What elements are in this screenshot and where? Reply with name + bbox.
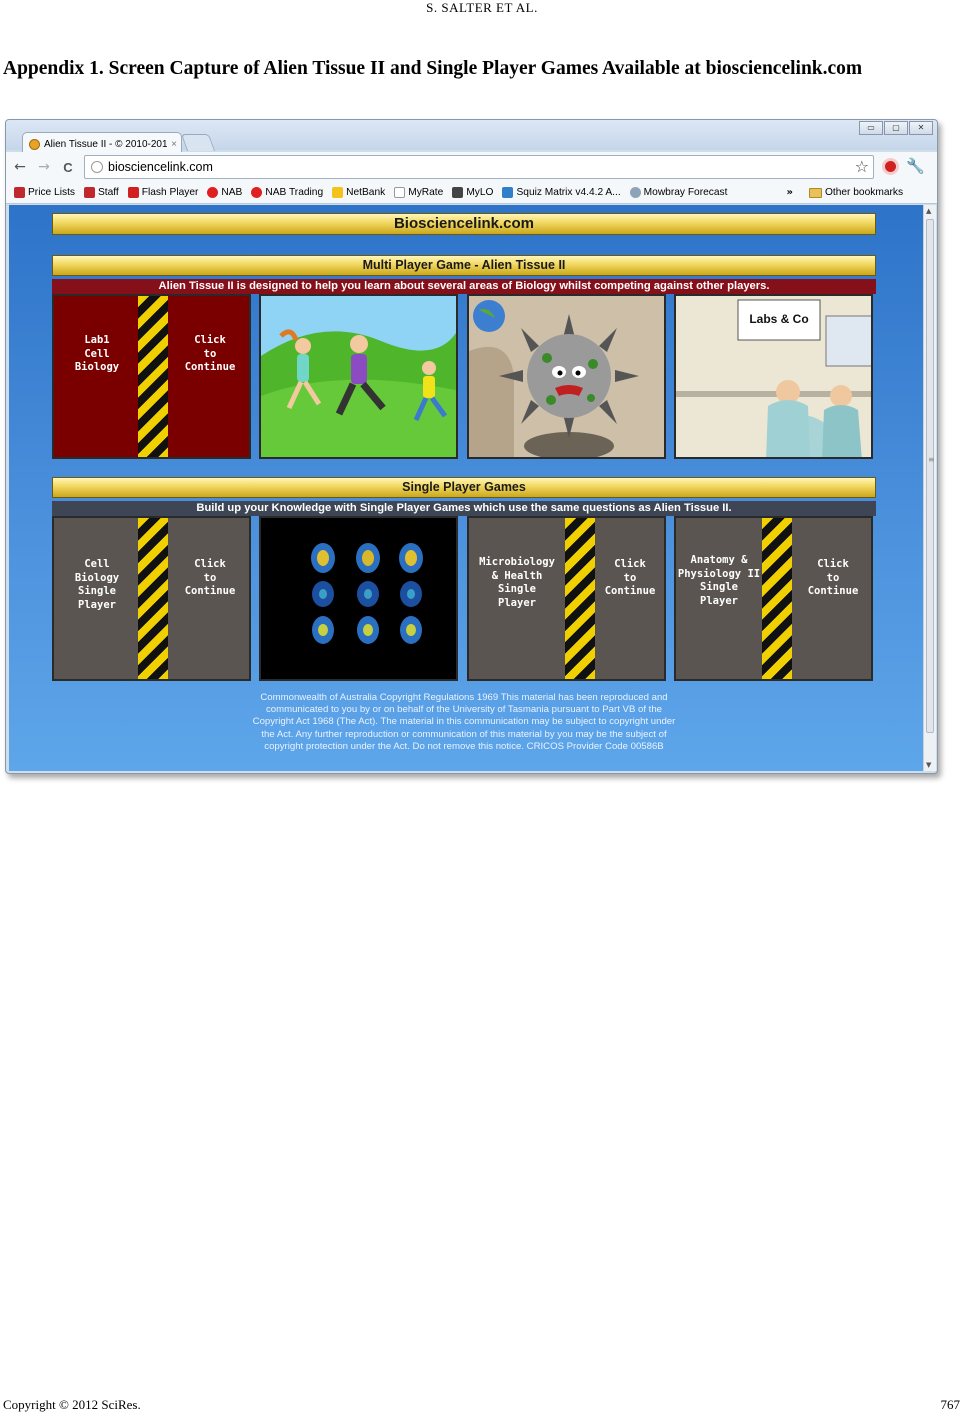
bookmark-item[interactable]: Price Lists: [14, 187, 75, 198]
lab-scientists-illustration[interactable]: [674, 294, 873, 459]
click-to-continue-label: Click to Continue: [184, 558, 236, 597]
extension-icon[interactable]: [882, 158, 899, 175]
browser-window: [5, 119, 938, 774]
alien-virus-illustration[interactable]: [467, 294, 666, 459]
copyright-footer: Copyright © 2012 SciRes.: [3, 1397, 141, 1412]
bookmark-item[interactable]: Squiz Matrix v4.4.2 A...: [502, 187, 620, 198]
lab-sign: Labs & Co: [749, 312, 809, 326]
single-player-heading: Single Player Games: [52, 477, 876, 498]
tab-title: Alien Tissue II - © 2010-201: [44, 138, 168, 150]
reload-button[interactable]: C: [63, 159, 73, 175]
tab-favicon-icon: [29, 139, 40, 150]
hazard-stripe: [138, 296, 168, 457]
page-icon: [91, 161, 103, 173]
bookmark-favicon-icon: [630, 187, 641, 198]
scroll-down-arrow-icon[interactable]: ▼: [926, 761, 932, 769]
browser-toolbar: [6, 152, 937, 182]
bookmark-favicon-icon: [84, 187, 95, 198]
bookmark-item[interactable]: Staff: [84, 187, 119, 198]
bookmark-item[interactable]: NAB: [207, 187, 242, 198]
runners-illustration[interactable]: [259, 294, 458, 459]
tile-game-label: Cell Biology Single Player: [74, 558, 120, 611]
back-button[interactable]: ←: [14, 159, 26, 175]
address-bar[interactable]: [84, 155, 874, 179]
new-tab-button[interactable]: [181, 134, 215, 151]
lab1-cell-biology-tile[interactable]: [52, 294, 251, 459]
click-to-continue-label: Click to Continue: [807, 558, 859, 597]
click-to-continue-label: Click to Continue: [184, 334, 236, 373]
url-text: biosciencelink.com: [108, 160, 213, 174]
hazard-stripe: [138, 518, 168, 679]
scroll-up-arrow-icon[interactable]: ▲: [926, 207, 932, 215]
bookmark-item[interactable]: Mowbray Forecast: [630, 187, 728, 198]
bookmark-item[interactable]: NetBank: [332, 187, 385, 198]
folder-icon: [809, 188, 822, 198]
copyright-notice: Commonwealth of Australia Copyright Regulations 1969 This material has been reproduced and communicated to you by or on behalf of the University of Tasmania pursuant to Part VB of the Copyright Act 1968 (The Act). The material in this communication may be subject to copyright under the Act. Any further reproduction or communication of this material by you may be the subject of copyright protection under the Act. Do not remove this notice. CRICOS Provider Code 00586B: [252, 692, 676, 752]
bookmark-item[interactable]: MyLO: [452, 187, 493, 198]
bookmark-favicon-icon: [502, 187, 513, 198]
anatomy-physiology-single-player-tile[interactable]: [674, 516, 873, 681]
tab-close-icon[interactable]: ×: [171, 138, 177, 150]
bookmark-favicon-icon: [452, 187, 463, 198]
hazard-stripe: [565, 518, 595, 679]
runners-image: [261, 296, 458, 459]
brain-scans-image: [261, 518, 458, 681]
bookmark-item[interactable]: Flash Player: [128, 187, 199, 198]
page-viewport: [9, 205, 923, 771]
tile-game-label: Lab1 Cell Biology: [74, 334, 120, 373]
cell-biology-single-player-tile[interactable]: [52, 516, 251, 681]
appendix-title: Appendix 1. Screen Capture of Alien Tissue II and Single Player Games Available at biosciencelink.com: [3, 58, 863, 79]
bookmark-item[interactable]: MyRate: [394, 187, 443, 198]
tile-game-label: Microbiology & Health Single Player: [479, 556, 555, 609]
scroll-thumb[interactable]: [926, 219, 934, 733]
bookmark-favicon-icon: [332, 187, 343, 198]
click-to-continue-label: Click to Continue: [604, 558, 656, 597]
bookmark-favicon-icon: [128, 187, 139, 198]
brain-scans-illustration[interactable]: [259, 516, 458, 681]
title-bar: [6, 120, 937, 150]
browser-tab[interactable]: [22, 132, 182, 152]
alien-virus-image: [469, 296, 666, 459]
bookmark-item[interactable]: NAB Trading: [251, 187, 323, 198]
site-title[interactable]: Biosciencelink.com: [52, 213, 876, 235]
bookmark-star-icon[interactable]: ☆: [854, 157, 869, 176]
grip-icon: ≡: [928, 455, 935, 464]
multiplayer-heading: Multi Player Game - Alien Tissue II: [52, 255, 876, 276]
close-window-button[interactable]: ✕: [909, 121, 933, 135]
forward-button[interactable]: →: [38, 159, 50, 175]
bookmark-favicon-icon: [251, 187, 262, 198]
other-bookmarks-folder[interactable]: Other bookmarks: [809, 187, 903, 198]
window-controls: [859, 121, 933, 135]
bookmarks-overflow-button[interactable]: »: [786, 187, 793, 198]
bookmark-favicon-icon: [394, 187, 405, 198]
bookmark-favicon-icon: [14, 187, 25, 198]
wrench-icon[interactable]: 🔧: [906, 157, 925, 175]
running-head: S. SALTER ET AL.: [426, 0, 538, 15]
minimize-button[interactable]: ▭: [859, 121, 883, 135]
bookmark-favicon-icon: [207, 187, 218, 198]
multiplayer-description: Alien Tissue II is designed to help you learn about several areas of Biology whilst competing against other players.: [52, 279, 876, 294]
maximize-button[interactable]: ▢: [884, 121, 908, 135]
bookmarks-bar: [6, 182, 937, 204]
hazard-stripe: [762, 518, 792, 679]
tile-game-label: Anatomy & Physiology II Single Player: [677, 554, 761, 607]
page-number: 767: [940, 1397, 960, 1412]
vertical-scrollbar[interactable]: [923, 205, 936, 771]
single-player-description: Build up your Knowledge with Single Player Games which use the same questions as Alien Tissue II.: [52, 501, 876, 516]
microbiology-health-single-player-tile[interactable]: [467, 516, 666, 681]
